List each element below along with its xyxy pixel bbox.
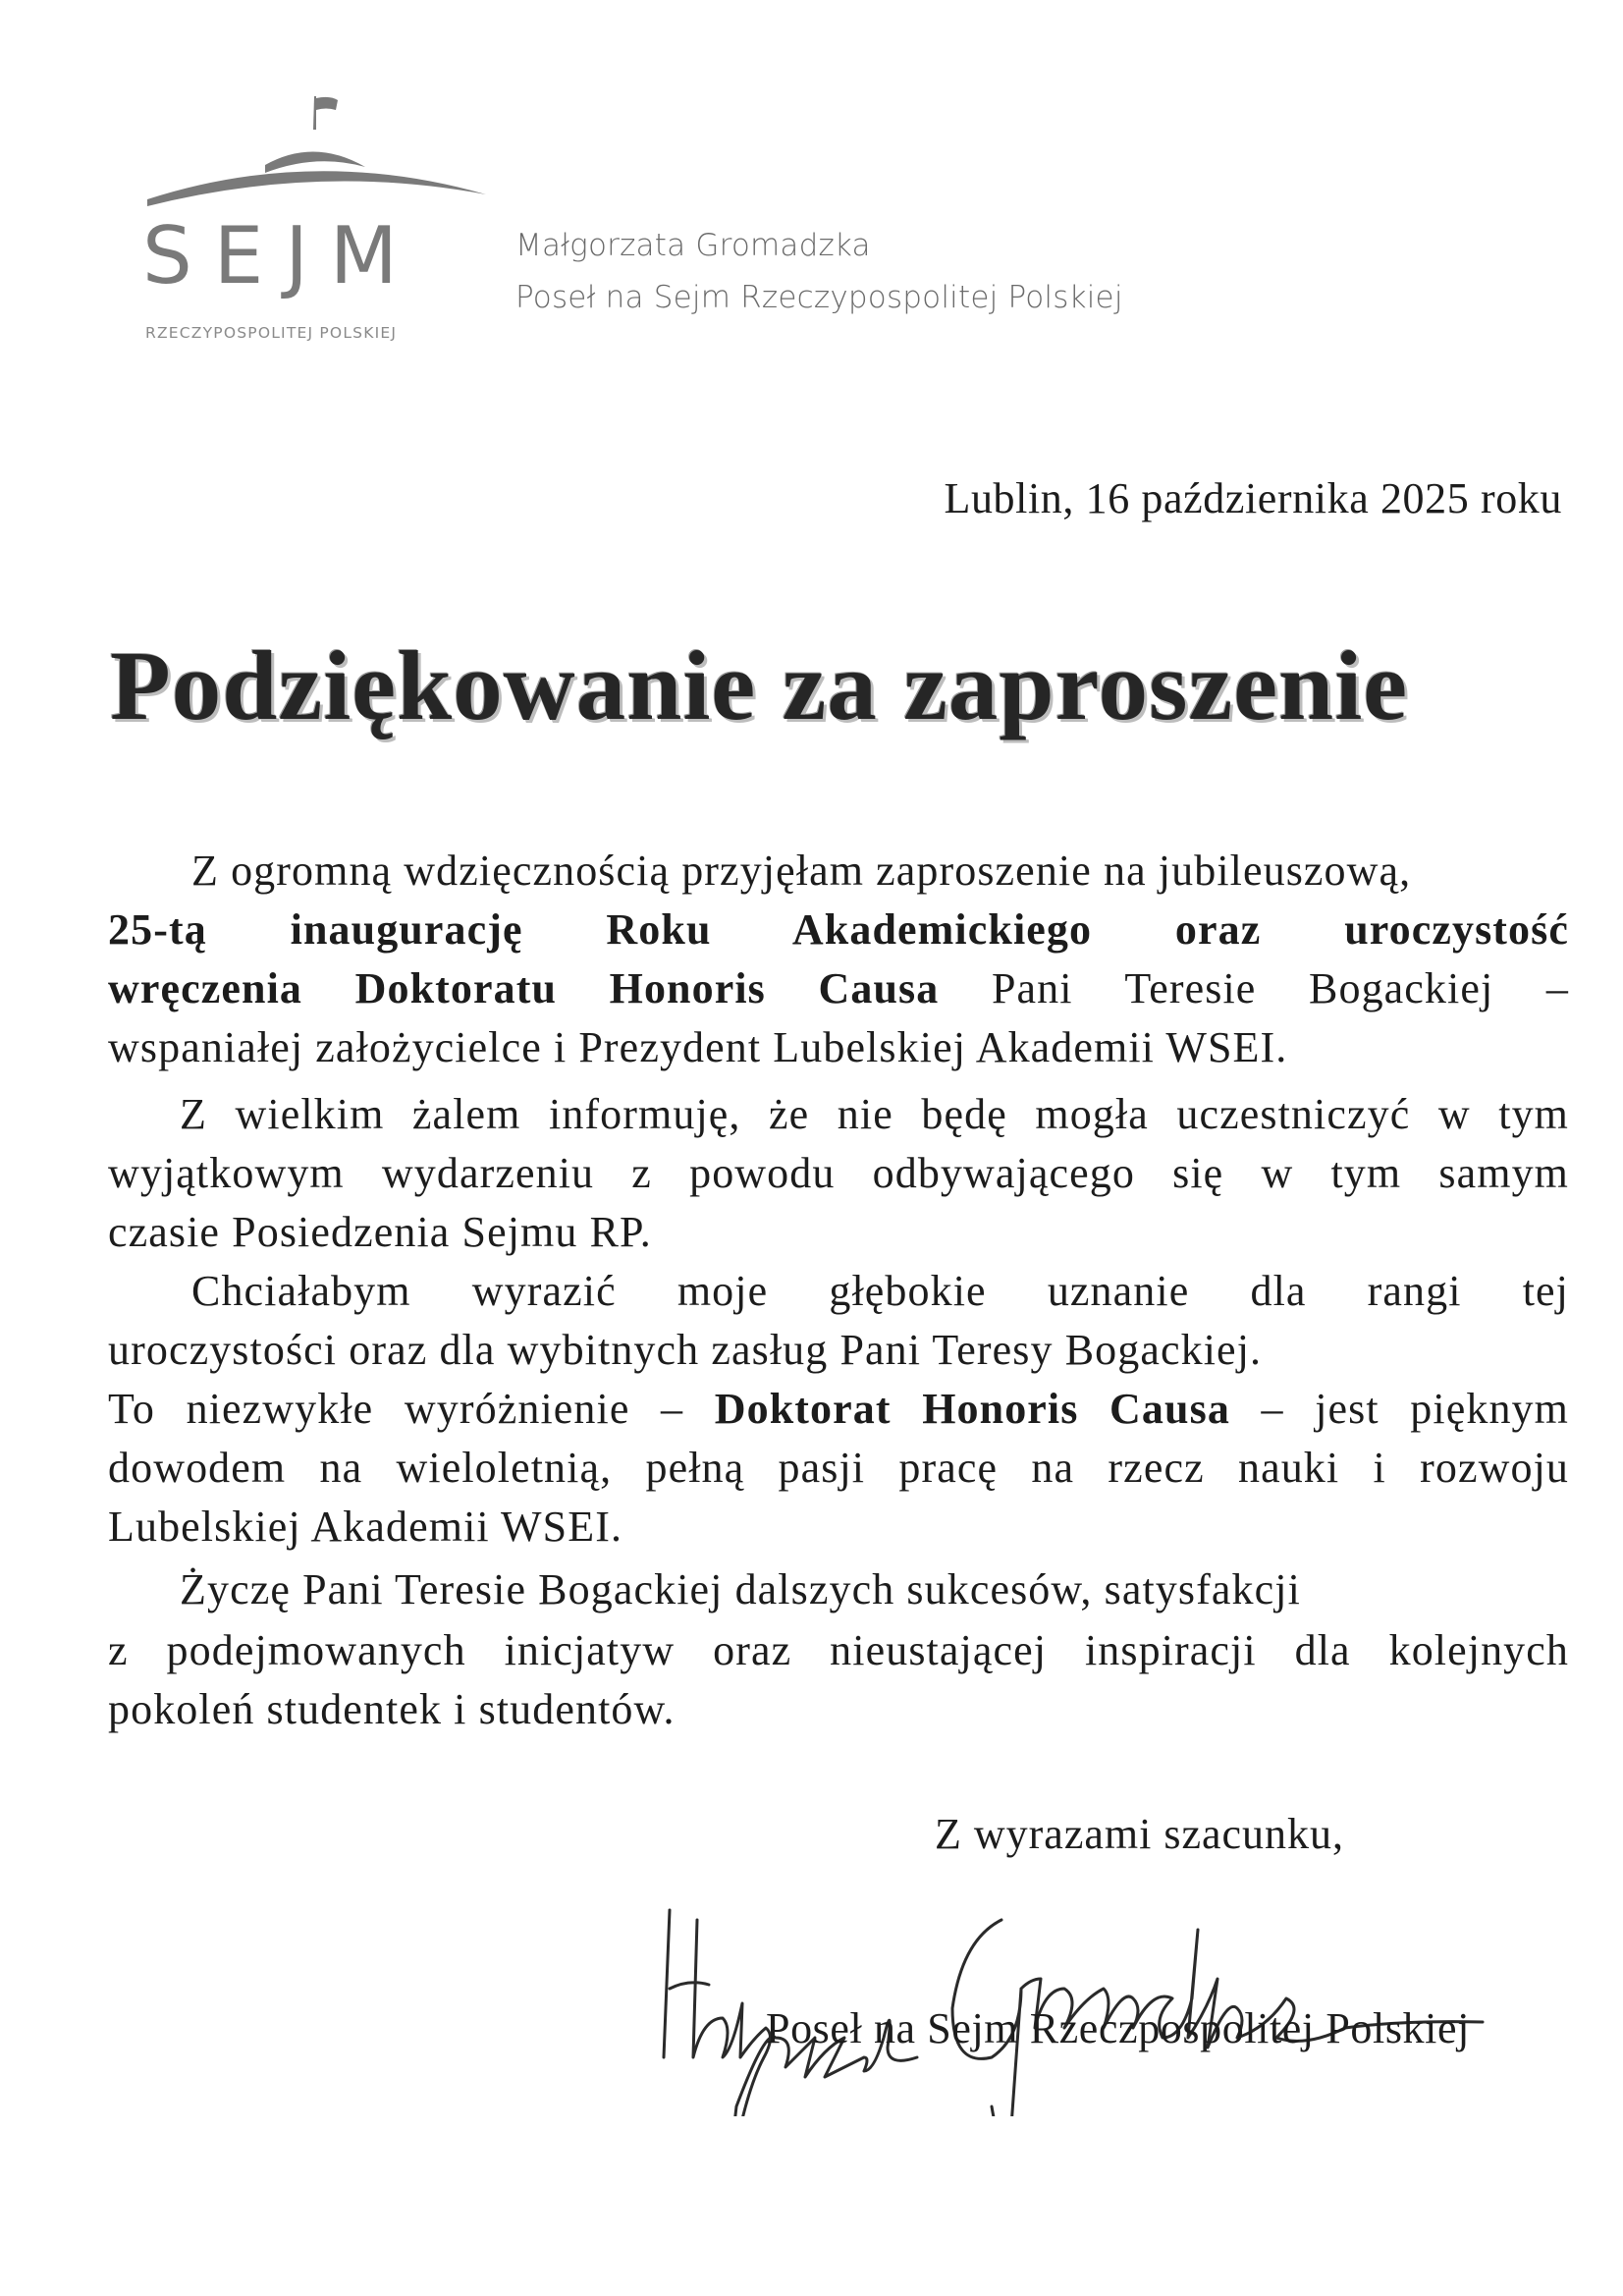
dome-top [265, 151, 365, 173]
letter-date: Lublin, 16 października 2025 roku [944, 474, 1562, 522]
body-text: To niezwykłe wyróżnienie – [108, 1385, 715, 1433]
logo-word: SEJM [142, 210, 419, 301]
body-line [191, 842, 1569, 901]
signature-role: Poseł na Sejm Rzeczpospolitej Polskiej [766, 2004, 1470, 2052]
body-line [108, 1439, 1569, 1498]
body-line [108, 1203, 1569, 1262]
letter-title: Podziękowanie za zaproszenie [110, 630, 1409, 740]
dome-arc [147, 171, 486, 206]
body-line [108, 959, 1569, 1018]
body-text: Lubelskiej Akademii WSEI. [108, 1503, 623, 1551]
body-text: Pani Teresie Bogackiej – [939, 964, 1569, 1012]
body-text: dowodem na wieloletnią, pełną pasji pracę na rzecz nauki i rozwoju [108, 1444, 1569, 1492]
bold-text: Doktorat Honoris Causa [714, 1385, 1230, 1433]
body-line [108, 1380, 1569, 1439]
body-line [191, 1262, 1569, 1321]
body-line [108, 1018, 1569, 1077]
closing-salutation: Z wyrazami szacunku, [935, 1810, 1345, 1858]
body-text: uroczystości oraz dla wybitnych zasług Pani Teresy Bogackiej. [108, 1326, 1263, 1374]
letterhead-name: Małgorzata Gromadzka [515, 228, 871, 263]
body-line [108, 1498, 1569, 1557]
body-text: Z ogromną wdzięcznością przyjęłam zaproszenie na jubileuszową, [191, 847, 1412, 895]
body-line [108, 1144, 1569, 1203]
body-line [180, 1560, 1569, 1619]
body-text: wspaniałej założycielce i Prezydent Lubelskiej Akademii WSEI. [108, 1023, 1288, 1071]
body-text: Chciałabym wyrazić moje głębokie uznanie dla rangi tej [191, 1267, 1569, 1315]
letterhead-position: Poseł na Sejm Rzeczypospolitej Polskiej [515, 280, 1123, 315]
body-line [108, 1680, 1569, 1739]
logo-subtitle: RZECZYPOSPOLITEJ POLSKIEJ [145, 324, 398, 342]
body-text: wyjątkowym wydarzeniu z powodu odbywającego się w tym samym [108, 1149, 1569, 1197]
body-text: Z wielkim żalem informuję, że nie będę mogła uczestniczyć w tym [180, 1090, 1569, 1138]
body-line [108, 901, 1569, 959]
body-text: Życzę Pani Teresie Bogackiej dalszych sukcesów, satysfakcji [180, 1565, 1301, 1613]
flag [316, 97, 338, 110]
body-line [108, 1621, 1569, 1680]
flagpole [313, 96, 316, 130]
bold-text: 25-tą inaugurację Roku Akademickiego oraz uroczystość [108, 905, 1569, 954]
body-text: z podejmowanych inicjatyw oraz nieustającej inspiracji dla kolejnych [108, 1626, 1569, 1674]
body-text: czasie Posiedzenia Sejmu RP. [108, 1208, 652, 1256]
body-line [108, 1321, 1569, 1380]
body-text: pokoleń studentek i studentów. [108, 1685, 676, 1733]
body-line [180, 1085, 1569, 1144]
bold-text: wręczenia Doktoratu Honoris Causa [108, 964, 940, 1012]
sejm-logo [142, 86, 496, 352]
handwritten-signature [628, 1881, 1551, 2116]
body-text: – jest pięknym [1229, 1385, 1569, 1433]
